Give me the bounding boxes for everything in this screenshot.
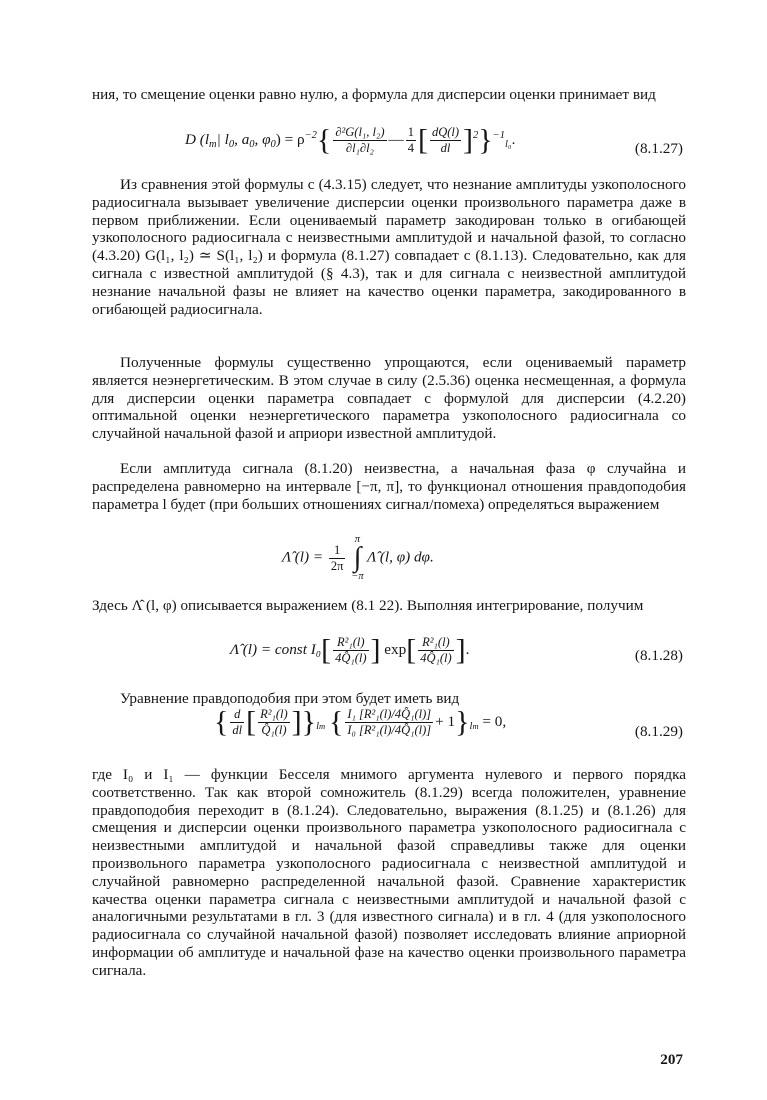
eq29-d-den: dl — [232, 723, 243, 737]
eq28-frac2-den: 4Q̂₁(l) — [420, 651, 452, 665]
eq29-lm1: l — [316, 720, 319, 732]
paragraph-amplitude-unknown: Если амплитуда сигнала (8.1.20) неизвестна, а начальная фаза φ случайна и распределена равномерно на интервале [−π, π], то функционал отношения правдоподобия параметра l будет (при больших отношениях сигнал/помеха) определяться выражением — [92, 460, 686, 513]
eq27-frac2 — [406, 126, 416, 155]
paragraph-bessel: где I₀ и I₁ — функции Бесселя мнимого аргумента нулевого и первого порядка соответственно. Так как второй сомножитель (8.1.29) всегда положителен, уравнение правдоподобия переходит в (8.1.24). Следовательно, выражения (8.1.25) и (8.1.26) для смещения и дисперсии оценки произвольного параметра узкополосного радиосигнала с неизвестными амплитудой и начальной фазой справедливы также для оценки произвольного параметра узкополосного радиосигнала с неизвестной амплитудой и случайной равномерно распределенной начальной фазой. Сравнение характеристик качества оценки параметра сигнала с неизвестными амплитудой и начальной фазой с аналогичными результатами в гл. 3 (для известного сигнала) и в гл. 4 (для узкополосного радиосигнала со случайной начальной фазой) позволяет исследовать влияние априорной информации об амплитуде и начальной фазе на качество оценки произвольного параметра сигнала. — [92, 766, 686, 979]
equation-number-8-1-27: (8.1.27) — [634, 140, 683, 157]
paragraph-intro: ния, то смещение оценки равно нулю, а формула для дисперсии оценки принимает вид — [92, 86, 656, 103]
eq29-r-den: Q̂₁(l) — [261, 723, 287, 737]
eq27-sq: 2 — [473, 129, 479, 141]
eq29-lm2-sub: m — [472, 720, 479, 731]
eq29-bessel-frac — [345, 708, 433, 737]
equation-number-8-1-28: (8.1.28) — [634, 647, 683, 664]
eq27-lhs-sub: m — [209, 138, 217, 150]
equation-8-1-28: Λ̂ (l) = const I₀[ $\frac{\text{R²₁(l)}}{\text{4Q̂₁(l)}}$ ] exp[ $\frac{\text{R²₁(l)}}{\text{4Q̂₁(l)}}$ ]. — [230, 633, 470, 667]
eq29-d-num: d — [230, 708, 244, 723]
eq27-frac2-num: 1 — [407, 125, 414, 139]
eq27-frac1 — [333, 126, 386, 155]
eq28-frac1-num: R²₁(l) — [333, 636, 368, 651]
equation-8-1-29: { $\frac{d}{dl}$ [ $\frac{\text{R²₁(l)}}{\text{Q̂₁(l)}}$ ]}$_{lm}$ { $\frac{\text{I₁ [R²₁(l)/4Q̂₁(l)]}}{\text{I₀ [R²₁(l)/4Q̂₁(l)]}}$ + $1\}_{lm} = 0$, — [214, 705, 507, 739]
eq27-frac3-num: dQ(l) — [431, 125, 460, 139]
eq27-frac2-den: 4 — [407, 141, 414, 155]
eq29-bessel-den: I₀ [R²₁(l)/4Q̂₁(l)] — [347, 723, 432, 737]
eq27-frac1-den: ∂l₁∂l₂ — [345, 141, 374, 155]
eq27-rho-exp: −2 — [304, 129, 317, 141]
eq27-frac1-num: ∂²G(l₁, l₂) — [335, 125, 385, 139]
eq27-frac3-den: dl — [440, 141, 451, 155]
lambda-frac — [329, 544, 346, 573]
lambda-integrand: Λ̂ (l, φ) dφ. — [367, 548, 434, 566]
eq28-frac1 — [333, 636, 368, 665]
eq29-equals: = 0, — [482, 712, 507, 730]
eq29-bessel-num: I₁ [R²₁(l)/4Q̂₁(l)] — [347, 707, 432, 721]
eq28-frac2 — [418, 636, 453, 665]
eq29-lm2: l — [469, 720, 473, 732]
equation-number-8-1-29: (8.1.29) — [634, 723, 683, 740]
eq27-frac3 — [430, 126, 461, 155]
paragraph-simplification: Полученные формулы существенно упрощаются, если оцениваемый параметр является неэнергетическим. В этом случае в силу (2.5.36) оценка несмещенная, а формула для дисперсии оценки параметра совпадает с формулой для дисперсии (4.2.20) оптимальной оценки неэнергетического параметра узкополосного радиосигнала со случайной начальной фазой и априори известной амплитудой. — [92, 354, 686, 443]
lambda-frac-num: 1 — [329, 544, 346, 559]
eq28-lhs: Λ̂ (l) = const I₀ — [230, 640, 322, 658]
eq29-r-num: R²₁(l) — [260, 707, 288, 721]
integral-sign: π ∫ −π — [351, 534, 364, 582]
eq28-dot: . — [465, 640, 470, 658]
eq27-minus: — — [388, 130, 404, 148]
eq27-args: | l — [216, 130, 229, 148]
integral-lower-limit: −π — [351, 571, 364, 582]
eq27-eval-sub: l₀ — [505, 138, 512, 150]
eq28-exp: exp — [384, 640, 407, 658]
eq28-frac2-num: R²₁(l) — [418, 636, 453, 651]
eq27-lhs: D (l — [185, 130, 210, 148]
equation-8-1-27: D ($l_m|$ $l_0$, $a_0$, $\varphi_0) = \rho^{-2}${ $\frac{\text{∂²G(l₁, l₂)}}{\text{∂l₁∂l₂}}$ — $\frac{1}{4}$ [ $\frac{dQ(l)}{dl}$ ]$^2$}$^{-1}_{l_0}$. — [185, 123, 516, 157]
eq27-inv: −1 — [492, 129, 506, 141]
paragraph-comparison: Из сравнения этой формулы с (4.3.15) следует, что незнание амплитуды узкополосного радиосигнала вызывает увеличение дисперсии оценки произвольного параметра даже в первом приближении. Если оцениваемый параметр закодирован только в огибающей узкополосного радиосигнала с неизвестными амплитудой и начальной фазой, то согласно (4.3.20) G(l₁, l₂) ≃ S(l₁, l₂) и формула (8.1.27) совпадает с (8.1.13). Следовательно, как для сигнала с известной амплитудой (§ 4.3), так и для сигнала с неизвестной амплитудой незнание начальной фазы не влияет на качество оценки параметра, закодированного в огибающей радиосигнала. — [92, 176, 686, 318]
eq27-args3: , φ — [254, 130, 271, 148]
eq27-args2: , a — [234, 130, 250, 148]
eq27-lhs-end: ) = ρ — [275, 130, 305, 148]
eq29-d-frac — [230, 708, 244, 737]
eq28-frac1-den: 4Q̂₁(l) — [335, 651, 367, 665]
equation-lambda-integral — [282, 534, 434, 582]
integral-upper-limit: π — [354, 534, 361, 545]
eq29-r-frac — [258, 708, 290, 737]
eq29-plus: + 1 — [435, 712, 456, 730]
paragraph-likelihood-eq: Уравнение правдоподобия при этом будет иметь вид — [120, 690, 460, 707]
paragraph-integration: Здесь Λ̂ (l, φ) описывается выражением (8.1 22). Выполняя интегрирование, получим — [92, 597, 644, 614]
eq29-lm1-sub: m — [319, 720, 326, 731]
lambda-lhs: Λ̂ (l) = — [282, 548, 324, 566]
page-number: 207 — [660, 1051, 683, 1068]
lambda-frac-den: 2π — [330, 558, 344, 573]
